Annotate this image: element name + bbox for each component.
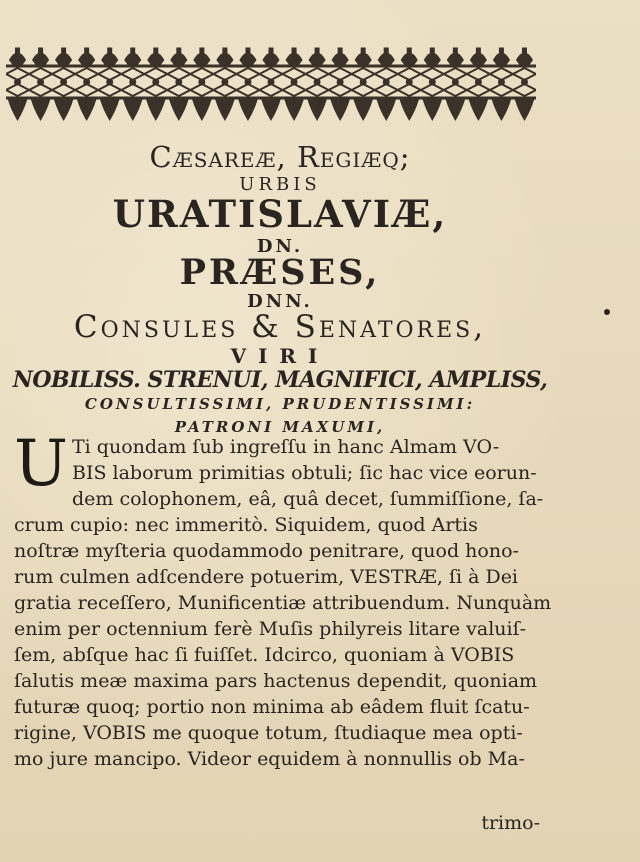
body-line: rigine, VOBIS me quoque totum, ſtudiaque mea opti- bbox=[14, 722, 523, 744]
dedication-line-11: PATRONI MAXUMI, bbox=[174, 418, 386, 436]
drop-cap: U bbox=[14, 427, 68, 501]
body-line: BIS laborum primitias obtuli; ſic hac vice eorun- bbox=[72, 462, 537, 484]
dedication-line-7: Consules & Senatores, bbox=[73, 309, 487, 345]
dedication-line-2: URBIS bbox=[239, 174, 321, 195]
body-line: dem colophonem, eâ, quâ decet, ſummiſſione, ſa- bbox=[72, 488, 544, 510]
ink-spot bbox=[604, 309, 610, 315]
body-line: Ti quondam ſub ingreſſu in hanc Almam VO- bbox=[72, 436, 500, 458]
body-line: gratia receſſero, Munificentiæ attribuendum. Nunquàm bbox=[14, 592, 552, 614]
ornament-border bbox=[6, 44, 536, 122]
body-line: rum culmen adſcendere potuerim, VESTRÆ, ſi à Dei bbox=[14, 566, 519, 588]
dedication-line-1: Cæsareæ, Regiæq; bbox=[149, 140, 411, 174]
body-line: ſalutis meæ maxima pars hactenus dependit, quoniam bbox=[14, 670, 538, 692]
dedication-line-4: DN. bbox=[256, 236, 304, 257]
dedication-line-9: NOBILISS. STRENUI, MAGNIFICI, AMPLISS, bbox=[12, 367, 548, 393]
body-line: noſtræ myſteria quodammodo penitrare, quod hono- bbox=[14, 540, 519, 562]
body-line: ſem, abſque hac ſi fuiſſet. Idcirco, quoniam à VOBIS bbox=[14, 644, 515, 666]
body-line: mo jure mancipo. Videor equidem à nonnullis ob Ma- bbox=[14, 748, 525, 770]
dedication-line-8: VIRI bbox=[230, 344, 330, 368]
body-line: crum cupio: nec immeritò. Siquidem, quod Artis bbox=[14, 514, 478, 536]
dedication-line-5: PRÆSES, bbox=[179, 252, 381, 293]
catchword: trimo- bbox=[481, 812, 540, 834]
body-line: enim per octennium ferè Muſis philyreis litare valuiſ- bbox=[14, 618, 527, 640]
body-line: futuræ quoq; portio non minima ab eâdem fluit ſcatu- bbox=[14, 696, 530, 718]
dedication-line-3: URATISLAVIÆ, bbox=[112, 192, 448, 236]
dedication-line-6: DNN. bbox=[247, 291, 313, 312]
dedication-line-10: CONSULTISSIMI, PRUDENTISSIMI: bbox=[84, 395, 476, 413]
